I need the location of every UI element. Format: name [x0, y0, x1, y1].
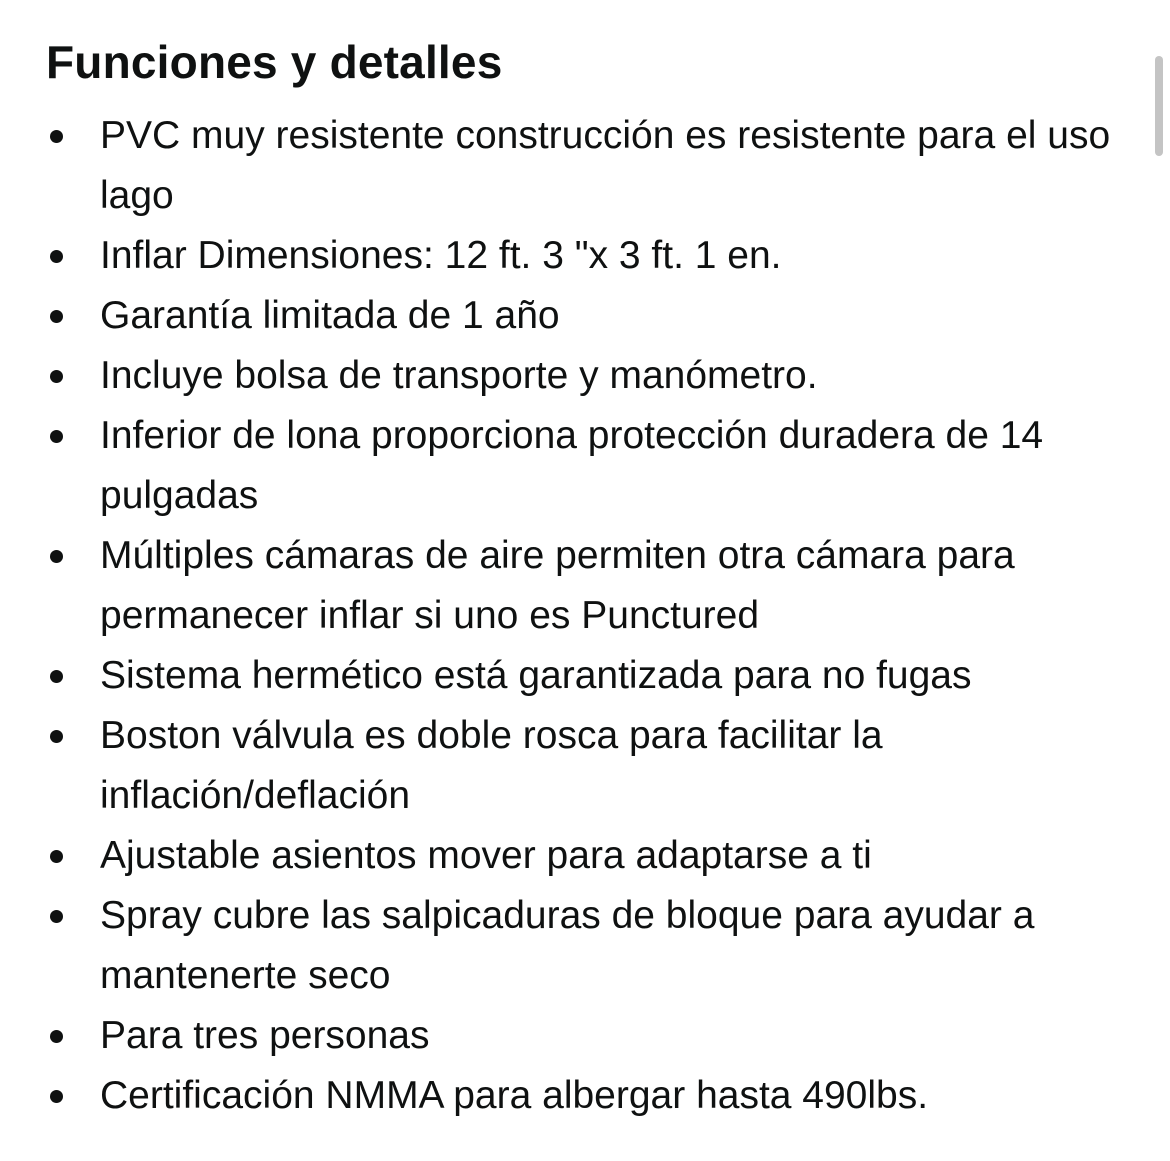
bullet-icon	[50, 1030, 63, 1043]
feature-text: Inflar Dimensiones: 12 ft. 3 "x 3 ft. 1 en.	[100, 234, 782, 277]
feature-text: Múltiples cámaras de aire permiten otra cámara para permanecer inflar si uno es Punctured	[100, 534, 1015, 637]
feature-text: Sistema hermético está garantizada para no fugas	[100, 654, 972, 697]
list-item	[46, 346, 1136, 406]
list-item	[46, 286, 1136, 346]
list-item	[46, 1006, 1136, 1066]
bullet-icon	[50, 310, 63, 323]
list-item	[46, 826, 1136, 886]
list-item	[46, 106, 1136, 226]
bullet-icon	[50, 1090, 63, 1103]
feature-text: Boston válvula es doble rosca para facilitar la inflación/deflación	[100, 714, 883, 817]
list-item	[46, 1066, 1136, 1126]
bullet-icon	[50, 730, 63, 743]
scrollbar[interactable]	[1148, 40, 1170, 1140]
list-item	[46, 706, 1136, 826]
bullet-icon	[50, 850, 63, 863]
list-item	[46, 886, 1136, 1006]
scrollbar-thumb[interactable]	[1155, 56, 1163, 156]
bullet-icon	[50, 430, 63, 443]
features-section	[46, 30, 1136, 1126]
section-title: Funciones y detalles	[46, 36, 503, 88]
list-item	[46, 526, 1136, 646]
feature-text: Incluye bolsa de transporte y manómetro.	[100, 354, 818, 397]
feature-list	[46, 106, 1136, 1126]
feature-text: Garantía limitada de 1 año	[100, 294, 560, 337]
feature-text: Spray cubre las salpicaduras de bloque para ayudar a mantenerte seco	[100, 894, 1035, 997]
bullet-icon	[50, 550, 63, 563]
feature-text: Ajustable asientos mover para adaptarse a ti	[100, 834, 872, 877]
bullet-icon	[50, 130, 63, 143]
list-item	[46, 646, 1136, 706]
bullet-icon	[50, 370, 63, 383]
bullet-icon	[50, 670, 63, 683]
feature-text: Certificación NMMA para albergar hasta 490lbs.	[100, 1074, 929, 1117]
list-item	[46, 226, 1136, 286]
feature-text: Inferior de lona proporciona protección duradera de 14 pulgadas	[100, 414, 1044, 517]
bullet-icon	[50, 910, 63, 923]
feature-text: PVC muy resistente construcción es resistente para el uso lago	[100, 114, 1111, 217]
bullet-icon	[50, 250, 63, 263]
feature-text: Para tres personas	[100, 1014, 430, 1057]
list-item	[46, 406, 1136, 526]
